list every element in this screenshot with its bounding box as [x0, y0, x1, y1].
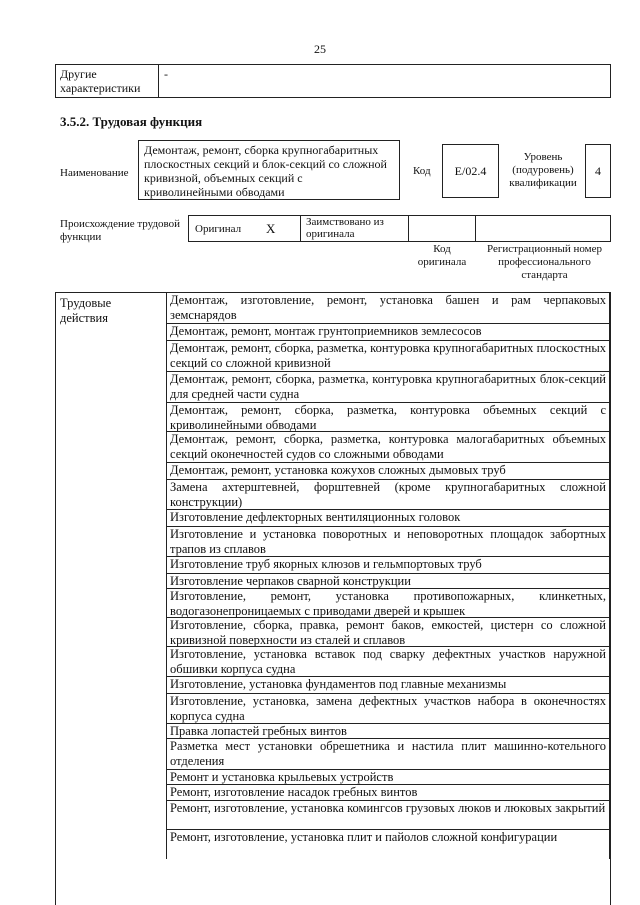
labor-action-item: Замена ахтерштевней, форштевней (кроме крупногабаритных сложной конструкции): [166, 479, 610, 509]
borrowed-label: Заимствовано из оригинала: [306, 216, 384, 240]
labor-action-item: Демонтаж, ремонт, установка кожухов сложных дымовых труб: [166, 462, 610, 479]
labor-action-item: Правка лопастей гребных винтов: [166, 723, 610, 738]
labor-action-item: Ремонт и установка крыльевых устройств: [166, 769, 610, 784]
name-label: Наименование: [60, 167, 129, 179]
labor-action-item: Демонтаж, ремонт, сборка, разметка, контуровка малогабаритных объемных секций оконечностей судов со сложными обводами: [166, 431, 610, 462]
labor-action-item: Демонтаж, ремонт, сборка, разметка, контуровка крупногабаритных плоскостных секций со сложной кривизной: [166, 340, 610, 371]
labor-action-item: Изготовление, установка фундаментов под главные механизмы: [166, 676, 610, 693]
labor-action-item: Демонтаж, ремонт, монтаж грунтоприемников землесосов: [166, 323, 610, 340]
labor-action-item: Изготовление труб якорных клюзов и гельмпортовых труб: [166, 556, 610, 573]
reg-number-caption: Регистрационный номер профессионального стандарта: [486, 243, 603, 281]
origin-label: Происхождение трудовой функции: [60, 218, 181, 243]
labor-action-item: Изготовление и установка поворотных и неповоротных площадок забортных трапов из сплавов: [166, 526, 610, 556]
labor-action-item: Ремонт, изготовление насадок гребных винтов: [166, 784, 610, 800]
level-value-box: [585, 144, 611, 198]
original-mark: X: [266, 221, 276, 236]
labor-action-item: Ремонт, изготовление, установка плит и пайолов сложной конфигурации: [166, 829, 610, 859]
code-value-box: [442, 144, 499, 198]
code-original-caption: Код оригинала: [417, 243, 467, 268]
labor-action-item: Изготовление, установка вставок под сварку дефектных участков наружной обшивки корпуса судна: [166, 646, 610, 676]
labor-action-item: Демонтаж, изготовление, ремонт, установка башен и рам черпаковых земснарядов: [166, 292, 610, 323]
labor-action-item: Демонтаж, ремонт, сборка, разметка, контуровка крупногабаритных блок-секций для средней части судна: [166, 371, 610, 402]
original-label: Оригинал: [195, 223, 242, 235]
labor-action-item: Изготовление черпаков сварной конструкции: [166, 573, 610, 588]
labor-actions-label: Трудовые действия: [60, 296, 112, 325]
labor-action-item: Разметка мест установки обрешетника и настила плит машинно-котельного отделения: [166, 738, 610, 769]
labor-action-item: Изготовление, ремонт, установка противопожарных, клинкетных, водогазонепроницаемых с приводами дверей и крышек: [166, 588, 610, 617]
origin-divider-1: [300, 215, 301, 242]
level-label: Уровень (подуровень) квалификации: [509, 151, 577, 189]
other-characteristics-label: Другие характеристики: [60, 67, 141, 95]
page-number: 25: [314, 42, 326, 56]
section-heading: 3.5.2. Трудовая функция: [60, 114, 203, 129]
level-value: 4: [595, 164, 601, 178]
labor-action-item: Изготовление, сборка, правка, ремонт баков, емкостей, цистерн со сложной кривизной поверхности из сталей и сплавов: [166, 617, 610, 646]
labor-action-item: Изготовление дефлекторных вентиляционных головок: [166, 509, 610, 526]
function-name-box: [138, 140, 400, 200]
other-characteristics-divider: [158, 64, 159, 98]
other-characteristics-value: -: [164, 67, 168, 81]
function-name-value: Демонтаж, ремонт, сборка крупногабаритных плоскостных секций и блок-секций со сложной кривизной, объемных секций с криволинейными обводами: [144, 143, 387, 199]
code-value: E/02.4: [454, 164, 487, 178]
labor-action-item: Изготовление, установка, замена дефектных участков набора в оконечностях корпуса судна: [166, 693, 610, 723]
labor-action-item: Демонтаж, ремонт, сборка, разметка, контуровка объемных секций с криволинейными обводами: [166, 402, 610, 431]
origin-divider-2: [408, 215, 409, 242]
labor-action-item: Ремонт, изготовление, установка комингсов грузовых люков и люковых закрытий: [166, 800, 610, 829]
code-label: Код: [413, 165, 431, 177]
origin-divider-3: [475, 215, 476, 242]
